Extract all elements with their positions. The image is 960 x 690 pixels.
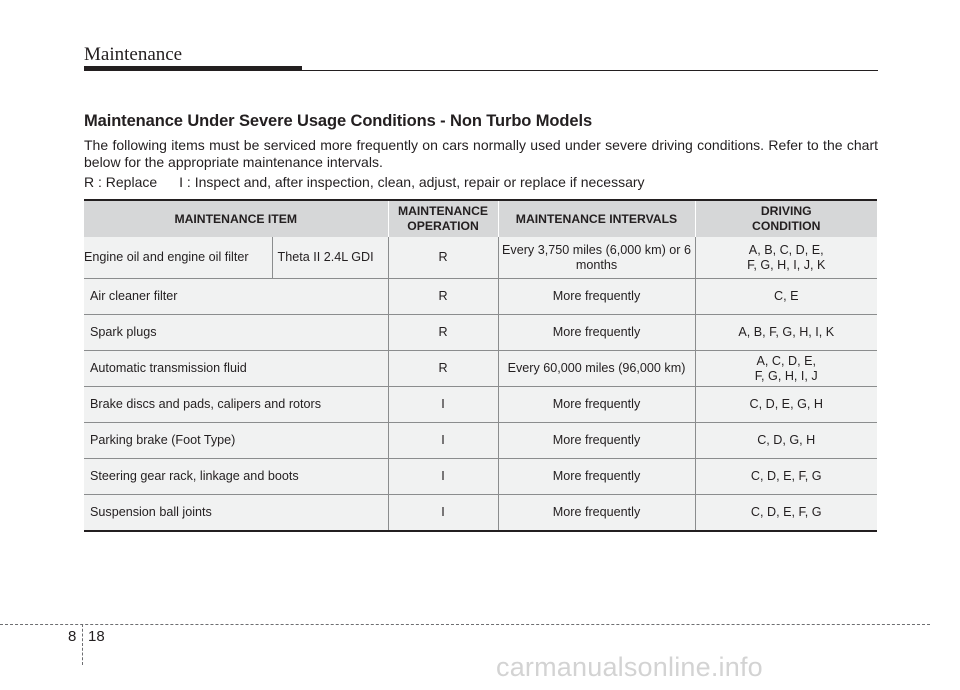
condition-cell: C, D, E, F, G (695, 495, 877, 532)
item-cell: Air cleaner filter (84, 279, 388, 315)
page-heading: Maintenance Under Severe Usage Conditions - Non Turbo Models (84, 112, 593, 130)
interval-cell: More frequently (498, 495, 695, 532)
interval-cell: Every 3,750 miles (6,000 km) or 6 months (498, 237, 695, 279)
table-row (84, 459, 877, 495)
operation-cell: R (388, 351, 498, 387)
item-cell: Parking brake (Foot Type) (84, 423, 388, 459)
operation-cell: I (388, 423, 498, 459)
engine-variant-cell: Theta II 2.4L GDI (272, 237, 388, 279)
maintenance-table (84, 199, 877, 532)
item-cell: Engine oil and engine oil filter (84, 237, 272, 279)
table-row (84, 495, 877, 532)
condition-cell: A, B, F, G, H, I, K (695, 315, 877, 351)
table-header-row (84, 200, 877, 237)
condition-cell: A, C, D, E, F, G, H, I, J (695, 351, 877, 387)
header-maintenance-intervals: MAINTENANCE INTERVALS (498, 200, 695, 237)
interval-cell: More frequently (498, 279, 695, 315)
item-cell: Automatic transmission fluid (84, 351, 388, 387)
header-rule-thin (302, 70, 878, 71)
condition-cell: A, B, C, D, E, F, G, H, I, J, K (695, 237, 877, 279)
intro-paragraph: The following items must be serviced more frequently on cars normally used under severe driving conditions. Refer to the chart below for the appropriate maintenance intervals. (84, 137, 878, 170)
table-row (84, 387, 877, 423)
table-row (84, 423, 877, 459)
item-cell: Spark plugs (84, 315, 388, 351)
item-cell: Suspension ball joints (84, 495, 388, 532)
section-title: Maintenance (84, 44, 183, 65)
interval-cell: More frequently (498, 387, 695, 423)
page-number: 18 (88, 628, 105, 645)
item-cell: Steering gear rack, linkage and boots (84, 459, 388, 495)
table-row (84, 279, 877, 315)
header-driving-condition: DRIVING CONDITION (695, 200, 877, 237)
interval-cell: More frequently (498, 315, 695, 351)
interval-cell: Every 60,000 miles (96,000 km) (498, 351, 695, 387)
operation-cell: I (388, 459, 498, 495)
header-rule-thick (84, 66, 302, 71)
operation-cell: R (388, 279, 498, 315)
condition-cell: C, E (695, 279, 877, 315)
chapter-number: 8 (68, 628, 77, 645)
item-cell: Brake discs and pads, calipers and rotors (84, 387, 388, 423)
table-row (84, 351, 877, 387)
condition-cell: C, D, G, H (695, 423, 877, 459)
watermark: carmanualsonline.info (496, 652, 763, 682)
header-maintenance-item: MAINTENANCE ITEM (84, 200, 388, 237)
interval-cell: More frequently (498, 459, 695, 495)
table-row (84, 315, 877, 351)
operation-cell: R (388, 237, 498, 279)
condition-cell: C, D, E, G, H (695, 387, 877, 423)
interval-cell: More frequently (498, 423, 695, 459)
legend (84, 174, 645, 191)
legend-replace: R : Replace (84, 174, 158, 190)
footer-divider (82, 624, 83, 665)
operation-cell: R (388, 315, 498, 351)
footer-rule (0, 624, 930, 625)
operation-cell: I (388, 387, 498, 423)
legend-inspect: I : Inspect and, after inspection, clean, adjust, repair or replace if necessary (179, 174, 645, 190)
header-maintenance-operation: MAINTENANCE OPERATION (388, 200, 498, 237)
table-row (84, 237, 877, 279)
condition-cell: C, D, E, F, G (695, 459, 877, 495)
operation-cell: I (388, 495, 498, 532)
